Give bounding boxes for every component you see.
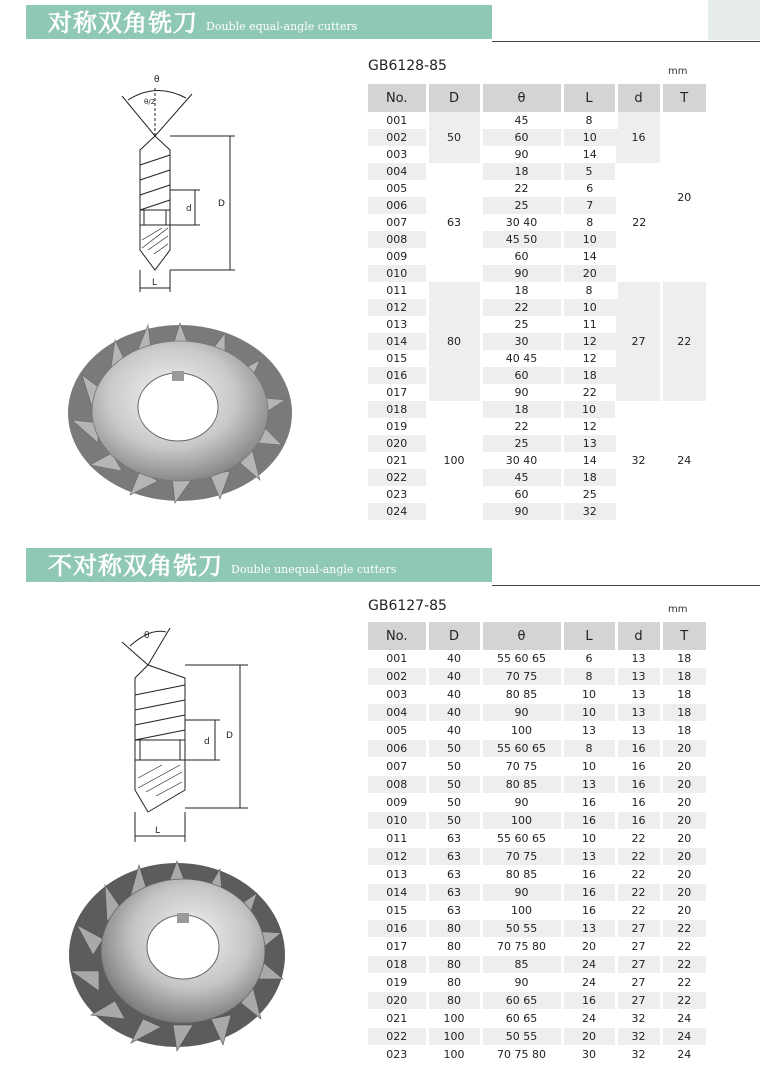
cell-D: 80 (427, 920, 481, 938)
cell-no: 009 (368, 794, 427, 812)
cell-theta: 40 45 (481, 350, 562, 367)
cell-L: 5 (562, 163, 616, 180)
diagram1-D-label: D (218, 199, 225, 209)
cell-L: 16 (562, 866, 616, 884)
table-row (368, 848, 706, 866)
cell-theta: 25 (481, 197, 562, 214)
cell-no: 015 (368, 350, 427, 367)
table-row (368, 938, 706, 956)
cell-T: 24 (661, 1046, 706, 1064)
section1-unit: mm (668, 66, 688, 77)
cell-d: 32 (616, 1010, 661, 1028)
cell-L: 24 (562, 1010, 616, 1028)
table-header-row (368, 84, 706, 112)
cell-L: 10 (562, 129, 616, 146)
cell-no: 021 (368, 1010, 427, 1028)
col-header-T: T (661, 84, 706, 112)
diagram1-theta-label: θ (154, 75, 160, 85)
cell-L: 16 (562, 992, 616, 1010)
section2-title-en: Double unequal-angle cutters (231, 563, 397, 576)
section1-spec-table (368, 84, 706, 520)
section2-table-body (368, 650, 706, 1064)
cell-d: 27 (616, 956, 661, 974)
cell-no: 005 (368, 722, 427, 740)
cell-theta: 25 (481, 435, 562, 452)
cell-L: 8 (562, 112, 616, 129)
cell-D: 63 (427, 830, 481, 848)
cell-theta: 60 65 (481, 1010, 562, 1028)
col-header-no: No. (368, 622, 427, 650)
table-row (368, 704, 706, 722)
cell-no: 007 (368, 758, 427, 776)
col-header-theta: θ (481, 622, 562, 650)
section1-title-en: Double equal-angle cutters (206, 20, 358, 33)
cell-D: 40 (427, 722, 481, 740)
cell-T: 22 (661, 938, 706, 956)
cell-D: 80 (427, 974, 481, 992)
col-header-d: d (616, 84, 661, 112)
cell-no: 018 (368, 956, 427, 974)
section2-title-zh: 不对称双角铣刀 (48, 552, 223, 580)
cell-theta: 30 40 (481, 214, 562, 231)
cell-no: 018 (368, 401, 427, 418)
cell-no: 017 (368, 938, 427, 956)
cell-theta: 80 85 (481, 866, 562, 884)
cell-theta: 90 (481, 503, 562, 520)
cell-T: 24 (677, 454, 692, 467)
section2-unit: mm (668, 604, 688, 615)
cell-L: 13 (562, 722, 616, 740)
cell-theta: 60 (481, 129, 562, 146)
cell-no: 006 (368, 197, 427, 214)
cell-d: 22 (616, 902, 661, 920)
cell-L: 25 (582, 488, 597, 501)
cell-D: 50 (427, 812, 481, 830)
cell-theta: 90 (481, 704, 562, 722)
cell-L: 12 (582, 420, 597, 433)
cell-theta: 50 55 (481, 920, 562, 938)
table-row (368, 956, 706, 974)
cell-L: 10 (562, 686, 616, 704)
col-header-D: D (427, 622, 481, 650)
cell-T: 20 (661, 776, 706, 794)
cell-no: 020 (368, 435, 427, 452)
cell-T: 20 (661, 902, 706, 920)
cell-no: 008 (368, 231, 427, 248)
cell-theta: 70 75 80 (481, 1046, 562, 1064)
section2-banner (26, 548, 492, 582)
section1-rule (492, 41, 760, 42)
cell-L: 14 (582, 454, 597, 467)
diagram1-d-label: d (186, 204, 192, 214)
cell-T: 18 (661, 686, 706, 704)
cell-d: 16 (616, 740, 661, 758)
table-row (368, 974, 706, 992)
cell-L: 14 (582, 148, 597, 161)
cell-theta: 70 75 80 (481, 938, 562, 956)
cell-T: 18 (661, 650, 706, 668)
diagram1-L-label: L (152, 278, 158, 288)
cell-theta: 60 (481, 248, 562, 265)
cell-L: 11 (582, 318, 597, 331)
cell-theta: 50 55 (481, 1028, 562, 1046)
cell-L: 24 (562, 956, 616, 974)
cell-d: 27 (616, 282, 661, 401)
table-row (368, 812, 706, 830)
cell-L: 8 (586, 216, 594, 229)
cell-theta: 55 60 65 (481, 650, 562, 668)
cell-no: 010 (368, 812, 427, 830)
cell-no: 022 (368, 1028, 427, 1046)
cell-theta: 70 75 (481, 668, 562, 686)
cell-d: 27 (616, 992, 661, 1010)
cell-theta: 18 (481, 282, 562, 299)
cell-d: 13 (616, 650, 661, 668)
cell-theta: 60 (481, 367, 562, 384)
table-row (368, 992, 706, 1010)
cell-D: 80 (427, 938, 481, 956)
table-row (368, 920, 706, 938)
cell-L: 10 (562, 401, 616, 418)
cell-L: 13 (562, 848, 616, 866)
cell-D: 100 (427, 1028, 481, 1046)
cell-D: 63 (427, 866, 481, 884)
cell-L: 20 (562, 1028, 616, 1046)
table-row (368, 884, 706, 902)
section1-standard: GB6128-85 (368, 58, 447, 74)
diagram2-theta-label: θ (144, 631, 150, 641)
cell-T: 22 (661, 282, 706, 401)
cell-d: 16 (616, 758, 661, 776)
cell-d: 27 (616, 920, 661, 938)
col-header-L: L (562, 84, 616, 112)
cell-d: 22 (616, 848, 661, 866)
cell-d: 13 (616, 704, 661, 722)
cell-D: 40 (427, 668, 481, 686)
cell-no: 020 (368, 992, 427, 1010)
section2-rule (492, 585, 760, 586)
cell-L: 22 (582, 386, 597, 399)
cell-L: 32 (562, 503, 616, 520)
cell-no: 004 (368, 163, 427, 180)
cell-no: 016 (368, 367, 427, 384)
cell-d: 32 (616, 1046, 661, 1064)
cell-theta: 45 50 (481, 231, 562, 248)
cell-T: 20 (661, 848, 706, 866)
cell-D: 50 (427, 776, 481, 794)
cell-D: 100 (427, 401, 481, 520)
cell-L: 6 (562, 650, 616, 668)
cell-D: 40 (427, 704, 481, 722)
cell-d: 16 (616, 776, 661, 794)
cell-T: 24 (661, 1010, 706, 1028)
cell-d: 32 (616, 401, 661, 520)
cell-no: 019 (368, 974, 427, 992)
cell-T: 20 (661, 830, 706, 848)
cell-theta: 90 (481, 384, 562, 401)
cell-no: 003 (368, 146, 427, 163)
cell-D: 50 (427, 112, 481, 163)
table-row (368, 776, 706, 794)
cell-d: 32 (616, 1028, 661, 1046)
cell-T: 20 (661, 884, 706, 902)
cell-L: 16 (562, 884, 616, 902)
cell-no: 008 (368, 776, 427, 794)
cell-theta: 30 40 (481, 452, 562, 469)
cell-T: 18 (661, 704, 706, 722)
cell-L: 13 (562, 435, 616, 452)
cell-D: 80 (427, 282, 481, 401)
cell-theta: 45 (481, 469, 562, 486)
section2-spec-table (368, 622, 706, 1064)
cell-D: 63 (427, 884, 481, 902)
cell-theta: 100 (481, 722, 562, 740)
table-row (368, 686, 706, 704)
cell-T: 22 (661, 956, 706, 974)
table-row (368, 163, 706, 180)
cell-d: 16 (616, 112, 661, 163)
cell-no: 022 (368, 469, 427, 486)
cell-d: 13 (616, 686, 661, 704)
cell-d: 27 (616, 938, 661, 956)
section1-cutter-image (60, 315, 300, 505)
cell-theta: 85 (481, 956, 562, 974)
table-row (368, 740, 706, 758)
cell-no: 001 (368, 650, 427, 668)
cell-d: 27 (616, 974, 661, 992)
section2-standard: GB6127-85 (368, 598, 447, 614)
diagram1-half-theta-label: θ/2 (144, 98, 156, 106)
cell-L: 8 (562, 740, 616, 758)
corner-decoration (708, 0, 760, 40)
cell-T: 18 (661, 668, 706, 686)
cell-D: 50 (427, 758, 481, 776)
cell-theta: 22 (481, 299, 562, 316)
cell-T: 24 (661, 1028, 706, 1046)
cell-theta: 60 (481, 486, 562, 503)
cell-L: 10 (562, 299, 616, 316)
cell-no: 014 (368, 333, 427, 350)
cell-no: 004 (368, 704, 427, 722)
cell-d: 13 (616, 668, 661, 686)
cell-no: 002 (368, 129, 427, 146)
cell-theta: 90 (481, 794, 562, 812)
cell-D: 80 (427, 992, 481, 1010)
cell-no: 024 (368, 503, 427, 520)
cell-L: 13 (562, 920, 616, 938)
col-header-d: d (616, 622, 661, 650)
cell-no: 011 (368, 830, 427, 848)
cell-L: 20 (562, 938, 616, 956)
table-row (368, 794, 706, 812)
cell-no: 013 (368, 866, 427, 884)
cell-theta: 45 (481, 112, 562, 129)
cell-theta: 60 65 (481, 992, 562, 1010)
cell-L: 12 (562, 333, 616, 350)
section2-cutter-drawing (100, 620, 250, 845)
cell-T: 20 (661, 866, 706, 884)
cell-no: 015 (368, 902, 427, 920)
table-row (368, 1046, 706, 1064)
cell-T: 20 (661, 812, 706, 830)
cell-no: 006 (368, 740, 427, 758)
cell-d: 16 (616, 794, 661, 812)
cell-D: 63 (427, 902, 481, 920)
table-row (368, 1010, 706, 1028)
cell-theta: 100 (481, 812, 562, 830)
cell-L: 13 (562, 776, 616, 794)
cell-theta: 55 60 65 (481, 740, 562, 758)
cell-no: 012 (368, 848, 427, 866)
cell-theta: 22 (481, 418, 562, 435)
cell-D: 40 (427, 686, 481, 704)
table-row (368, 866, 706, 884)
diagram2-d-label: d (204, 737, 210, 747)
cell-d: 13 (616, 722, 661, 740)
table-row (368, 1028, 706, 1046)
cell-no: 007 (368, 214, 427, 231)
section2-cutter-image (65, 855, 295, 1055)
cell-T: 20 (661, 740, 706, 758)
cell-L: 6 (586, 182, 594, 195)
table-row (368, 112, 706, 129)
table-row (368, 401, 706, 418)
cell-L: 10 (562, 758, 616, 776)
cell-theta: 70 75 (481, 758, 562, 776)
table-row (368, 668, 706, 686)
cell-T: 18 (661, 722, 706, 740)
cell-theta: 55 60 65 (481, 830, 562, 848)
cell-L: 18 (562, 469, 616, 486)
cell-D: 100 (427, 1010, 481, 1028)
cell-L: 7 (562, 197, 616, 214)
cell-theta: 70 75 (481, 848, 562, 866)
cell-no: 023 (368, 486, 427, 503)
cell-T: 22 (661, 974, 706, 992)
cell-D: 63 (427, 848, 481, 866)
cell-no: 010 (368, 265, 427, 282)
cell-L: 8 (562, 668, 616, 686)
cell-no: 023 (368, 1046, 427, 1064)
cell-L: 14 (582, 250, 597, 263)
cell-T: 22 (661, 920, 706, 938)
cell-theta: 30 (481, 333, 562, 350)
cell-L: 16 (562, 794, 616, 812)
col-header-D: D (427, 84, 481, 112)
cell-theta: 80 85 (481, 776, 562, 794)
cell-no: 005 (368, 180, 427, 197)
cell-d: 22 (616, 866, 661, 884)
cell-L: 10 (562, 231, 616, 248)
cell-theta: 90 (481, 265, 562, 282)
cell-L: 20 (562, 265, 616, 282)
cell-theta: 80 85 (481, 686, 562, 704)
cell-theta: 100 (481, 902, 562, 920)
cell-theta: 90 (481, 146, 562, 163)
cell-L: 10 (562, 704, 616, 722)
cell-no: 021 (368, 452, 427, 469)
table-row (368, 722, 706, 740)
col-header-theta: θ (481, 84, 562, 112)
cell-no: 011 (368, 282, 427, 299)
cell-d: 22 (616, 884, 661, 902)
cell-theta: 18 (481, 163, 562, 180)
cell-theta: 18 (481, 401, 562, 418)
cell-L: 8 (562, 282, 616, 299)
cell-no: 012 (368, 299, 427, 316)
section1-banner (26, 5, 492, 39)
diagram2-L-label: L (155, 826, 161, 836)
table-row (368, 282, 706, 299)
cell-T: 20 (661, 758, 706, 776)
cell-theta: 25 (481, 316, 562, 333)
section1-title-zh: 对称双角铣刀 (48, 9, 198, 37)
cell-no: 014 (368, 884, 427, 902)
diagram2-D-label: D (226, 731, 233, 741)
table-row (368, 830, 706, 848)
cell-d: 16 (616, 812, 661, 830)
col-header-L: L (562, 622, 616, 650)
cell-T: 22 (661, 992, 706, 1010)
cell-D: 63 (427, 163, 481, 282)
cell-theta: 90 (481, 884, 562, 902)
table-header-row (368, 622, 706, 650)
cell-no: 013 (368, 316, 427, 333)
cell-theta: 90 (481, 974, 562, 992)
cell-T: 20 (661, 794, 706, 812)
cell-no: 016 (368, 920, 427, 938)
cell-no: 003 (368, 686, 427, 704)
cell-no: 009 (368, 248, 427, 265)
col-header-no: No. (368, 84, 427, 112)
cell-theta: 22 (481, 180, 562, 197)
cell-no: 002 (368, 668, 427, 686)
cell-no: 017 (368, 384, 427, 401)
cell-L: 10 (562, 830, 616, 848)
cell-D: 50 (427, 794, 481, 812)
cell-L: 18 (562, 367, 616, 384)
table-row (368, 902, 706, 920)
cell-D: 80 (427, 956, 481, 974)
cell-L: 16 (562, 902, 616, 920)
section1-cutter-drawing (100, 70, 250, 300)
cell-L: 16 (562, 812, 616, 830)
cell-d: 22 (632, 216, 647, 229)
cell-L: 12 (582, 352, 597, 365)
col-header-T: T (661, 622, 706, 650)
table-row (368, 758, 706, 776)
cell-L: 30 (562, 1046, 616, 1064)
section1-table-body (368, 112, 706, 520)
cell-T: 20 (677, 190, 692, 204)
table-row (368, 650, 706, 668)
cell-L: 24 (562, 974, 616, 992)
cell-D: 100 (427, 1046, 481, 1064)
cell-no: 019 (368, 418, 427, 435)
cell-d: 22 (616, 830, 661, 848)
cell-D: 40 (427, 650, 481, 668)
cell-no: 001 (368, 112, 427, 129)
cell-D: 50 (427, 740, 481, 758)
